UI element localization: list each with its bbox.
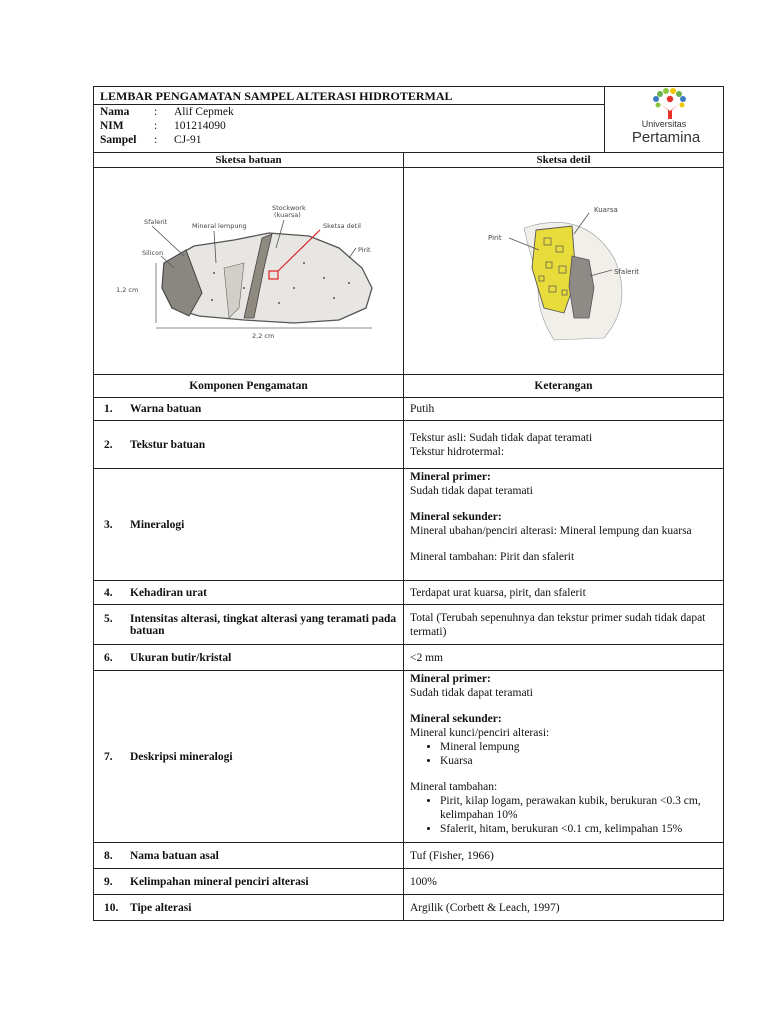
label-mineral-lempung: Mineral lempung xyxy=(192,222,247,230)
row-label-text: Kehadiran urat xyxy=(130,586,207,599)
spacer xyxy=(410,538,717,550)
list-item: • Sfalerit, hitam, berukuran <0.1 cm, kelimpahan 15% xyxy=(440,822,717,836)
row-label xyxy=(94,645,404,671)
label-height: 1,2 cm xyxy=(116,286,139,294)
spacer xyxy=(410,768,717,780)
row-label-text: Ukuran butir/kristal xyxy=(130,651,232,664)
row-label-text: Intensitas alterasi, tingkat alterasi yang teramati pada batuan xyxy=(130,612,397,637)
row-number: 5. xyxy=(104,612,113,625)
pertamina-logo-icon xyxy=(608,87,720,149)
rock-sketch-cell xyxy=(94,168,404,375)
sekunder-list xyxy=(410,740,717,768)
row-value xyxy=(404,671,724,843)
row-value xyxy=(404,469,724,581)
list-item: • Kuarsa xyxy=(440,754,717,768)
row-label-text: Tipe alterasi xyxy=(130,901,192,914)
detail-label-sfalerit: Sfalerit xyxy=(614,268,640,276)
table-row xyxy=(94,645,724,671)
row-label xyxy=(94,605,404,645)
row-label xyxy=(94,895,404,921)
value-line: Mineral sekunder: xyxy=(410,511,502,523)
row-value: Terdapat urat kuarsa, pirit, dan sfalerit xyxy=(404,581,724,605)
row-number: 7. xyxy=(104,750,113,763)
identity-cell xyxy=(94,105,605,153)
row-value: <2 mm xyxy=(404,645,724,671)
spacer xyxy=(410,498,717,510)
row-number: 3. xyxy=(104,518,113,531)
table-row xyxy=(94,843,724,869)
row-label xyxy=(94,421,404,469)
row-number: 2. xyxy=(104,438,113,451)
tambahan-list xyxy=(410,794,717,836)
table-row xyxy=(94,469,724,581)
logo-cell xyxy=(605,87,724,153)
table-row xyxy=(94,869,724,895)
detail-sketch-drawing xyxy=(404,168,722,371)
row-number: 8. xyxy=(104,849,113,862)
list-item: • Pirit, kilap logam, perawakan kubik, berukuran <0.3 cm, kelimpahan 10% xyxy=(440,794,717,822)
table-row xyxy=(94,671,724,843)
table-row xyxy=(94,421,724,469)
value-line: Mineral tambahan: xyxy=(410,781,498,793)
value-line: Sudah tidak dapat teramati xyxy=(410,485,533,497)
row-number: 10. xyxy=(104,901,119,914)
col-komponen: Komponen Pengamatan xyxy=(94,375,404,398)
logo-line1: Universitas xyxy=(641,119,687,129)
rock-sketch-drawing xyxy=(94,168,402,371)
row-label-text: Kelimpahan mineral penciri alterasi xyxy=(130,875,309,888)
label-kuarsa: (kuarsa) xyxy=(274,211,301,219)
row-value: Total (Terubah sepenuhnya dan tekstur primer sudah tidak dapat termati) xyxy=(404,605,724,645)
row-number: 9. xyxy=(104,875,113,888)
sheet-title: LEMBAR PENGAMATAN SAMPEL ALTERASI HIDROTERMAL xyxy=(100,89,453,103)
value-line: Tekstur hidrotermal: xyxy=(410,445,505,458)
table-row xyxy=(94,605,724,645)
value-line: Mineral ubahan/penciri alterasi: Mineral lempung dan kuarsa xyxy=(410,525,692,537)
value-line: Mineral tambahan: Pirit dan sfalerit xyxy=(410,551,575,563)
row-label-text: Nama batuan asal xyxy=(130,849,219,862)
table-row xyxy=(94,398,724,421)
row-number: 6. xyxy=(104,651,113,664)
row-number: 4. xyxy=(104,586,113,599)
spacer xyxy=(410,700,717,712)
row-value: Argilik (Corbett & Leach, 1997) xyxy=(404,895,724,921)
value-line: Sudah tidak dapat teramati xyxy=(410,687,533,699)
value-line: Mineral primer: xyxy=(410,673,491,685)
observation-table xyxy=(93,86,724,921)
row-label-text: Deskripsi mineralogi xyxy=(130,750,233,763)
row-label-text: Warna batuan xyxy=(130,403,202,415)
label-silicon: Silicon xyxy=(142,249,164,257)
row-value: 100% xyxy=(404,869,724,895)
value-line: Mineral primer: xyxy=(410,471,491,483)
row-label xyxy=(94,843,404,869)
header-cell xyxy=(94,87,605,105)
row-label xyxy=(94,581,404,605)
field-sampel: Sampel : CJ-91 xyxy=(100,134,202,147)
row-value xyxy=(404,421,724,469)
sketch-right-title: Sketsa detil xyxy=(404,153,724,168)
row-label xyxy=(94,671,404,843)
row-label xyxy=(94,469,404,581)
sketch-left-title: Sketsa batuan xyxy=(94,153,404,168)
value-line: Mineral sekunder: xyxy=(410,713,502,725)
row-label xyxy=(94,398,404,421)
detail-label-pirit: Pirit xyxy=(488,234,502,242)
value-line: Mineral kunci/penciri alterasi: xyxy=(410,727,550,739)
table-row xyxy=(94,581,724,605)
value-line: Tekstur asli: Sudah tidak dapat teramati xyxy=(410,431,593,444)
label-width: 2,2 cm xyxy=(252,332,275,340)
detail-sketch-cell xyxy=(404,168,724,375)
label-stockwork: Stockwork xyxy=(272,204,306,212)
table-row xyxy=(94,895,724,921)
row-label-text: Tekstur batuan xyxy=(130,438,206,451)
row-label xyxy=(94,869,404,895)
observation-sheet xyxy=(93,86,723,921)
label-pirit: Pirit xyxy=(358,246,371,254)
label-sketsa-detil: Sketsa detil xyxy=(323,222,361,230)
logo-line2: Pertamina xyxy=(631,129,701,146)
detail-label-kuarsa: Kuarsa xyxy=(594,206,618,214)
field-nama: Nama : Alif Cepmek xyxy=(100,106,234,119)
row-value: Putih xyxy=(404,398,724,421)
col-keterangan: Keterangan xyxy=(404,375,724,398)
field-nim: NIM : 101214090 xyxy=(100,120,226,133)
row-value: Tuf (Fisher, 1966) xyxy=(404,843,724,869)
label-sfalerit: Sfalerit xyxy=(144,218,168,226)
list-item: • Mineral lempung xyxy=(440,740,717,754)
row-label-text: Mineralogi xyxy=(130,518,185,531)
row-number: 1. xyxy=(104,403,113,415)
